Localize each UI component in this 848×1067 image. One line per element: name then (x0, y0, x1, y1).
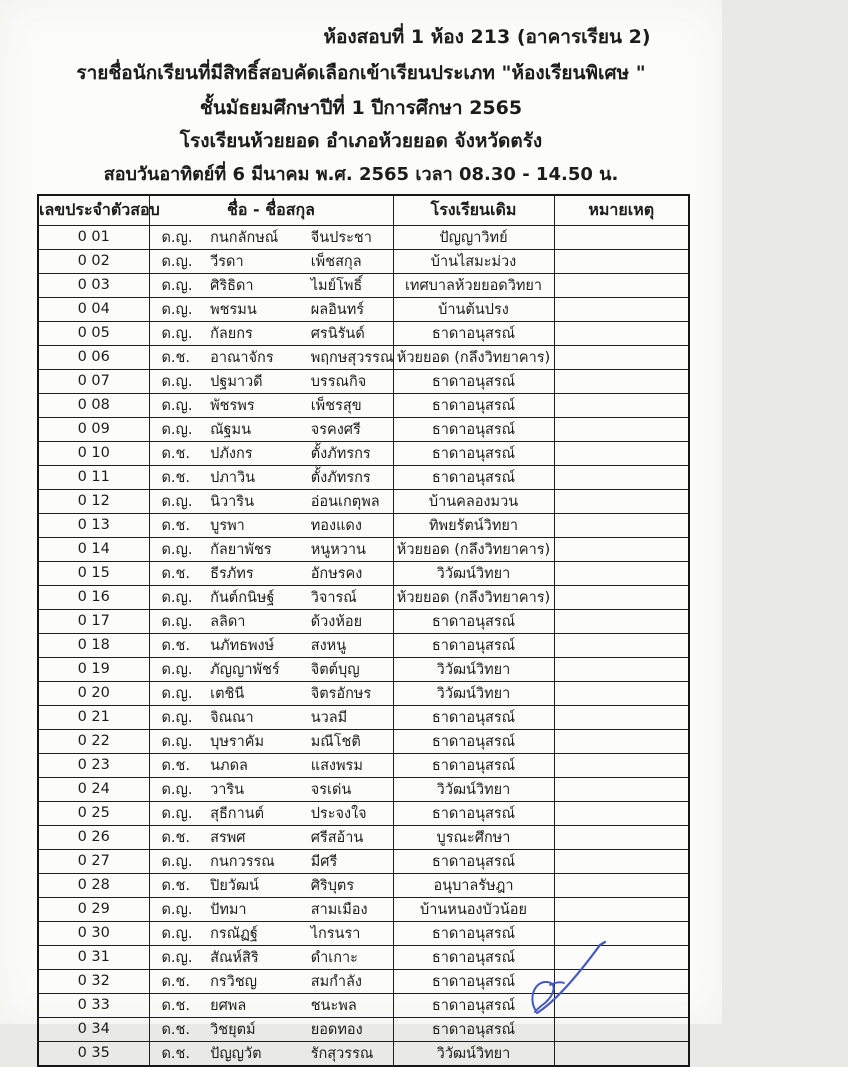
name-prefix: ด.ญ. (161, 493, 193, 510)
table-row (38, 729, 689, 753)
table-row (38, 393, 689, 417)
first-name: กนกวรรณ (210, 853, 275, 870)
name-prefix: ด.ญ. (161, 373, 193, 390)
note-cell (554, 753, 689, 777)
last-name: ชนะพล (310, 997, 357, 1014)
table-row (38, 657, 689, 681)
last-name: ดำเกาะ (310, 949, 358, 966)
previous-school-cell: ทิพยรัตน์วิทยา (393, 513, 554, 537)
table-row (38, 273, 689, 297)
name-prefix: ด.ช. (161, 829, 190, 846)
student-roster-table (37, 194, 690, 1067)
name-prefix: ด.ญ. (161, 421, 193, 438)
name-prefix: ด.ญ. (161, 781, 193, 798)
exam-number-cell: 0 19 (38, 657, 149, 681)
last-name: เพ็ชรสุข (310, 397, 362, 414)
student-name-cell (149, 441, 393, 465)
previous-school-cell: ธาดาอนุสรณ์ (393, 969, 554, 993)
first-name: กัลยกร (210, 325, 253, 342)
previous-school-cell: ธาดาอนุสรณ์ (393, 441, 554, 465)
student-name-cell (149, 417, 393, 441)
student-name-cell (149, 465, 393, 489)
table-row (38, 513, 689, 537)
note-cell (554, 849, 689, 873)
previous-school-cell: เทศบาลห้วยยอดวิทยา (393, 273, 554, 297)
note-cell (554, 585, 689, 609)
last-name: รักสุวรรณ (310, 1045, 374, 1062)
first-name: ยศพล (210, 997, 247, 1014)
student-name-cell (149, 1017, 393, 1041)
table-row (38, 993, 689, 1017)
name-prefix: ด.ช. (161, 445, 190, 462)
name-prefix: ด.ญ. (161, 541, 193, 558)
exam-number-cell: 0 04 (38, 297, 149, 321)
previous-school-cell: ธาดาอนุสรณ์ (393, 1017, 554, 1041)
note-cell (554, 1041, 689, 1066)
last-name: อักษรคง (310, 565, 363, 582)
first-name: ปภังกร (210, 445, 253, 462)
last-name: จิตรอักษร (310, 685, 372, 702)
exam-number-cell: 0 15 (38, 561, 149, 585)
previous-school-cell: ธาดาอนุสรณ์ (393, 945, 554, 969)
col-header-exam-number: เลขประจำตัวสอบ (38, 195, 149, 226)
previous-school-cell: ธาดาอนุสรณ์ (393, 417, 554, 441)
previous-school-cell: ธาดาอนุสรณ์ (393, 921, 554, 945)
note-cell (554, 297, 689, 321)
student-name-cell (149, 969, 393, 993)
first-name: สัณห์สิริ (210, 949, 259, 966)
exam-number-cell: 0 27 (38, 849, 149, 873)
name-prefix: ด.ช. (161, 349, 190, 366)
first-name: กรวิชญ (210, 973, 258, 990)
exam-number-cell: 0 09 (38, 417, 149, 441)
note-cell (554, 681, 689, 705)
note-cell (554, 345, 689, 369)
name-prefix: ด.ญ. (161, 901, 193, 918)
student-name-cell (149, 513, 393, 537)
previous-school-cell: ห้วยยอด (กลึงวิทยาคาร) (393, 345, 554, 369)
note-cell (554, 633, 689, 657)
exam-number-cell: 0 01 (38, 225, 149, 249)
first-name: วีรดา (210, 253, 244, 270)
name-prefix: ด.ช. (161, 877, 190, 894)
last-name: มณีโชติ (310, 733, 361, 750)
exam-number-cell: 0 05 (38, 321, 149, 345)
table-row (38, 633, 689, 657)
note-cell (554, 369, 689, 393)
table-row (38, 873, 689, 897)
note-cell (554, 969, 689, 993)
last-name: ด้วงห้อย (310, 613, 363, 630)
first-name: ศิริธิดา (210, 277, 254, 294)
student-name-cell (149, 681, 393, 705)
note-cell (554, 1017, 689, 1041)
last-name: นวลมี (310, 709, 348, 726)
student-name-cell (149, 801, 393, 825)
table-row (38, 969, 689, 993)
previous-school-cell: ธาดาอนุสรณ์ (393, 393, 554, 417)
note-cell (554, 921, 689, 945)
grade-year-line: ชั้นมัธยมศึกษาปีที่ 1 ปีการศึกษา 2565 (199, 96, 523, 119)
name-prefix: ด.ญ. (161, 805, 193, 822)
previous-school-cell: อนุบาลรัษฎา (393, 873, 554, 897)
student-name-cell (149, 873, 393, 897)
name-prefix: ด.ญ. (161, 613, 193, 630)
table-row (38, 297, 689, 321)
previous-school-cell: บูรณะศึกษา (393, 825, 554, 849)
name-prefix: ด.ญ. (161, 925, 193, 942)
table-row (38, 849, 689, 873)
previous-school-cell: ธาดาอนุสรณ์ (393, 849, 554, 873)
previous-school-cell: ธาดาอนุสรณ์ (393, 753, 554, 777)
first-name: วิชยุตม์ (210, 1021, 256, 1038)
table-row (38, 609, 689, 633)
exam-number-cell: 0 11 (38, 465, 149, 489)
student-name-cell (149, 609, 393, 633)
last-name: เพ็ชสกุล (310, 253, 362, 270)
last-name: ไกรนรา (310, 925, 361, 942)
name-prefix: ด.ญ. (161, 253, 193, 270)
previous-school-cell: วิวัฒน์วิทยา (393, 777, 554, 801)
exam-number-cell: 0 25 (38, 801, 149, 825)
exam-number-cell: 0 07 (38, 369, 149, 393)
exam-number-cell: 0 35 (38, 1041, 149, 1066)
table-row (38, 489, 689, 513)
last-name: ศรีสอ้าน (310, 829, 364, 846)
previous-school-cell: ธาดาอนุสรณ์ (393, 369, 554, 393)
name-prefix: ด.ช. (161, 973, 190, 990)
col-header-previous-school: โรงเรียนเดิม (393, 195, 554, 226)
exam-number-cell: 0 21 (38, 705, 149, 729)
table-row (38, 537, 689, 561)
student-name-cell (149, 657, 393, 681)
student-name-cell (149, 345, 393, 369)
note-cell (554, 609, 689, 633)
name-prefix: ด.ญ. (161, 853, 193, 870)
name-prefix: ด.ญ. (161, 685, 193, 702)
last-name: ตั้งภัทรกร (310, 445, 371, 462)
last-name: จีนประชา (310, 229, 372, 246)
exam-number-cell: 0 34 (38, 1017, 149, 1041)
previous-school-cell: บ้านหนองบัวน้อย (393, 897, 554, 921)
first-name: เตชินี (210, 685, 245, 702)
table-body (38, 225, 689, 1066)
last-name: สมกำลัง (310, 973, 363, 990)
note-cell (554, 441, 689, 465)
last-name: ศิริบุตร (310, 877, 355, 894)
table-row (38, 441, 689, 465)
student-name-cell (149, 729, 393, 753)
exam-number-cell: 0 10 (38, 441, 149, 465)
previous-school-cell: วิวัฒน์วิทยา (393, 681, 554, 705)
name-prefix: ด.ญ. (161, 397, 193, 414)
table-row (38, 777, 689, 801)
name-prefix: ด.ญ. (161, 325, 193, 342)
table-row (38, 705, 689, 729)
first-name: สรพศ (210, 829, 246, 846)
table-row (38, 369, 689, 393)
name-prefix: ด.ญ. (161, 949, 193, 966)
previous-school-cell: ธาดาอนุสรณ์ (393, 321, 554, 345)
name-prefix: ด.ญ. (161, 661, 193, 678)
exam-number-cell: 0 14 (38, 537, 149, 561)
name-prefix: ด.ช. (161, 997, 190, 1014)
note-cell (554, 225, 689, 249)
previous-school-cell: ธาดาอนุสรณ์ (393, 993, 554, 1017)
table-row (38, 321, 689, 345)
student-name-cell (149, 393, 393, 417)
student-name-cell (149, 369, 393, 393)
first-name: กัลยาพัชร (210, 541, 272, 558)
first-name: จิณณา (210, 709, 254, 726)
name-prefix: ด.ช. (161, 517, 190, 534)
exam-number-cell: 0 17 (38, 609, 149, 633)
name-prefix: ด.ญ. (161, 229, 193, 246)
student-name-cell (149, 225, 393, 249)
last-name: ตั้งภัทรกร (310, 469, 371, 486)
name-prefix: ด.ช. (161, 1045, 190, 1062)
student-name-cell (149, 249, 393, 273)
last-name: พฤกษสุวรรณ (310, 349, 394, 366)
note-cell (554, 825, 689, 849)
student-name-cell (149, 921, 393, 945)
exam-number-cell: 0 06 (38, 345, 149, 369)
exam-number-cell: 0 33 (38, 993, 149, 1017)
student-name-cell (149, 489, 393, 513)
name-prefix: ด.ช. (161, 565, 190, 582)
table-header-row (38, 195, 689, 226)
exam-number-cell: 0 31 (38, 945, 149, 969)
document-title: รายชื่อนักเรียนที่มีสิทธิ์สอบคัดเลือกเข้าเรียนประเภท "ห้องเรียนพิเศษ " (76, 61, 646, 84)
note-cell (554, 801, 689, 825)
first-name: สุธีกานต์ (210, 805, 265, 822)
exam-number-cell: 0 16 (38, 585, 149, 609)
exam-number-cell: 0 08 (38, 393, 149, 417)
exam-number-cell: 0 20 (38, 681, 149, 705)
previous-school-cell: ธาดาอนุสรณ์ (393, 633, 554, 657)
exam-number-cell: 0 23 (38, 753, 149, 777)
student-name-cell (149, 753, 393, 777)
name-prefix: ด.ญ. (161, 709, 193, 726)
previous-school-cell: ห้วยยอด (กลึงวิทยาคาร) (393, 585, 554, 609)
first-name: ปิยวัฒน์ (210, 877, 259, 894)
last-name: ยอดทอง (310, 1021, 363, 1038)
first-name: วาริน (210, 781, 245, 798)
first-name: ปฐมาวดี (210, 373, 263, 390)
table-row (38, 681, 689, 705)
last-name: จรเด่น (310, 781, 352, 798)
table-row (38, 225, 689, 249)
last-name: หนูหวาน (310, 541, 366, 558)
note-cell (554, 657, 689, 681)
exam-datetime-line: สอบวันอาทิตย์ที่ 6 มีนาคม พ.ศ. 2565 เวลา 08.30 - 14.50 น. (103, 164, 619, 185)
last-name: ศรนิรันด์ (310, 325, 365, 342)
name-prefix: ด.ญ. (161, 733, 193, 750)
exam-number-cell: 0 18 (38, 633, 149, 657)
last-name: จรคงศรี (310, 421, 361, 438)
exam-number-cell: 0 30 (38, 921, 149, 945)
first-name: ธีรภัทร (210, 565, 254, 582)
table-row (38, 585, 689, 609)
exam-room-line: ห้องสอบที่ 1 ห้อง 213 (อาคารเรียน 2) (323, 26, 651, 48)
note-cell (554, 513, 689, 537)
col-header-name: ชื่อ - ชื่อสกุล (149, 195, 393, 226)
first-name: บูรพา (210, 517, 245, 534)
previous-school-cell: บ้านคลองมวน (393, 489, 554, 513)
last-name: ประจงใจ (310, 805, 367, 822)
exam-number-cell: 0 26 (38, 825, 149, 849)
student-name-cell (149, 537, 393, 561)
table-row (38, 465, 689, 489)
student-name-cell (149, 825, 393, 849)
previous-school-cell: ธาดาอนุสรณ์ (393, 729, 554, 753)
table-row (38, 753, 689, 777)
student-name-cell (149, 273, 393, 297)
first-name: นภดล (210, 757, 248, 774)
first-name: ปัทมา (210, 901, 247, 918)
student-name-cell (149, 297, 393, 321)
first-name: พัชรพร (210, 397, 255, 414)
previous-school-cell: ห้วยยอด (กลึงวิทยาคาร) (393, 537, 554, 561)
note-cell (554, 321, 689, 345)
first-name: อาณาจักร (210, 349, 274, 366)
name-prefix: ด.ช. (161, 469, 190, 486)
first-name: บุษราคัม (210, 733, 265, 750)
name-prefix: ด.ญ. (161, 589, 193, 606)
name-prefix: ด.ช. (161, 637, 190, 654)
exam-number-cell: 0 24 (38, 777, 149, 801)
student-name-cell (149, 561, 393, 585)
exam-number-cell: 0 28 (38, 873, 149, 897)
student-name-cell (149, 705, 393, 729)
note-cell (554, 705, 689, 729)
exam-number-cell: 0 32 (38, 969, 149, 993)
first-name: ภัญญาพัชร์ (210, 661, 280, 678)
student-name-cell (149, 1041, 393, 1066)
student-name-cell (149, 321, 393, 345)
table-row (38, 345, 689, 369)
table-row (38, 561, 689, 585)
last-name: สามเมือง (310, 901, 368, 918)
exam-number-cell: 0 12 (38, 489, 149, 513)
table-row (38, 417, 689, 441)
exam-number-cell: 0 29 (38, 897, 149, 921)
note-cell (554, 489, 689, 513)
note-cell (554, 249, 689, 273)
previous-school-cell: ธาดาอนุสรณ์ (393, 705, 554, 729)
last-name: ทองแดง (310, 517, 362, 534)
note-cell (554, 993, 689, 1017)
note-cell (554, 897, 689, 921)
previous-school-cell: วิวัฒน์วิทยา (393, 657, 554, 681)
note-cell (554, 945, 689, 969)
note-cell (554, 393, 689, 417)
col-header-note: หมายเหตุ (554, 195, 689, 226)
exam-number-cell: 0 02 (38, 249, 149, 273)
previous-school-cell: บ้านไสมะม่วง (393, 249, 554, 273)
table-row (38, 897, 689, 921)
table-row (38, 921, 689, 945)
student-name-cell (149, 585, 393, 609)
name-prefix: ด.ญ. (161, 301, 193, 318)
last-name: วิจารณ์ (310, 589, 357, 606)
school-location-line: โรงเรียนห้วยยอด อำเภอห้วยยอด จังหวัดตรัง (179, 130, 543, 153)
name-prefix: ด.ช. (161, 757, 190, 774)
student-name-cell (149, 897, 393, 921)
student-name-cell (149, 993, 393, 1017)
last-name: ผลอินทร์ (310, 301, 365, 318)
last-name: อ่อนเกตุพล (310, 493, 380, 510)
previous-school-cell: ปัญญาวิทย์ (393, 225, 554, 249)
name-prefix: ด.ญ. (161, 277, 193, 294)
previous-school-cell: วิวัฒน์วิทยา (393, 1041, 554, 1066)
last-name: บรรณกิจ (310, 373, 367, 390)
table-row (38, 801, 689, 825)
previous-school-cell: วิวัฒน์วิทยา (393, 561, 554, 585)
student-name-cell (149, 849, 393, 873)
previous-school-cell: บ้านต้นปรง (393, 297, 554, 321)
note-cell (554, 537, 689, 561)
last-name: สงหนู (310, 637, 347, 654)
note-cell (554, 777, 689, 801)
exam-number-cell: 0 13 (38, 513, 149, 537)
previous-school-cell: ธาดาอนุสรณ์ (393, 609, 554, 633)
note-cell (554, 417, 689, 441)
table-row (38, 249, 689, 273)
last-name: แสงพรม (310, 757, 363, 774)
last-name: จิตต์บุญ (310, 661, 360, 678)
name-prefix: ด.ช. (161, 1021, 190, 1038)
previous-school-cell: ธาดาอนุสรณ์ (393, 801, 554, 825)
previous-school-cell: ธาดาอนุสรณ์ (393, 465, 554, 489)
first-name: ปัญญวัต (210, 1045, 262, 1062)
first-name: ลลิดา (210, 613, 246, 630)
first-name: กนกลักษณ์ (210, 229, 279, 246)
last-name: ไมย์โพธิ์ (310, 277, 363, 294)
note-cell (554, 273, 689, 297)
table-row (38, 945, 689, 969)
note-cell (554, 729, 689, 753)
exam-number-cell: 0 22 (38, 729, 149, 753)
student-name-cell (149, 777, 393, 801)
note-cell (554, 561, 689, 585)
table-row (38, 1017, 689, 1041)
first-name: พชรมน (210, 301, 257, 318)
first-name: กันต์กนิษฐ์ (210, 589, 275, 606)
table-row (38, 825, 689, 849)
student-name-cell (149, 945, 393, 969)
first-name: กรณัฏฐ์ (210, 925, 258, 942)
first-name: นิวาริน (210, 493, 255, 510)
student-name-cell (149, 633, 393, 657)
exam-number-cell: 0 03 (38, 273, 149, 297)
first-name: นภัทธพงษ์ (210, 637, 275, 654)
table-row (38, 1041, 689, 1066)
last-name: มีศรี (310, 853, 338, 870)
note-cell (554, 465, 689, 489)
note-cell (554, 873, 689, 897)
first-name: ณัฐมน (210, 421, 252, 438)
first-name: ปภาวิน (210, 469, 256, 486)
